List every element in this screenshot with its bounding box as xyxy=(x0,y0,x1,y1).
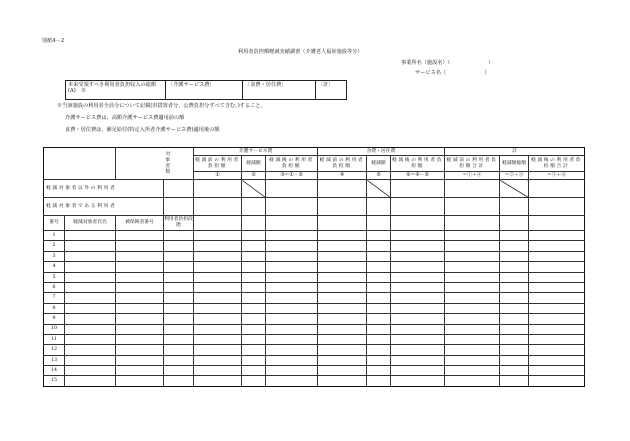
table-cell xyxy=(367,231,391,241)
target-row xyxy=(44,198,585,216)
table-cell xyxy=(266,231,318,241)
table-cell xyxy=(242,231,266,241)
table-cell xyxy=(116,293,164,303)
table-cell xyxy=(391,293,445,303)
table-cell xyxy=(194,231,242,241)
table-cell xyxy=(164,293,194,303)
table-cell xyxy=(367,262,391,272)
summary-total-label: 本来受領すべき利用者負担収入の総額 (A) ※ xyxy=(66,81,166,99)
table-cell xyxy=(445,293,500,303)
table-cell xyxy=(65,262,116,272)
table-cell xyxy=(318,251,367,261)
office-name-label: 事業所名（施設名）（ ） xyxy=(401,60,494,66)
table-cell xyxy=(242,303,266,313)
table-cell xyxy=(318,334,367,344)
table-cell xyxy=(164,355,194,365)
table-cell xyxy=(242,282,266,292)
table-cell xyxy=(266,282,318,292)
table-cell xyxy=(65,251,116,261)
table-cell xyxy=(65,282,116,292)
row-number: 14 xyxy=(44,366,65,376)
row-number: 10 xyxy=(44,324,65,334)
table-cell xyxy=(500,303,529,313)
table-cell xyxy=(318,303,367,313)
table-cell xyxy=(367,314,391,324)
table-cell xyxy=(65,272,116,282)
table-cell xyxy=(391,366,445,376)
summary-care-fee: 〔介護サービス費〕 xyxy=(166,81,243,99)
table-cell xyxy=(65,303,116,313)
care-reduction-header: 軽減額 xyxy=(242,156,266,172)
table-cell xyxy=(391,376,445,386)
non-target-row xyxy=(44,180,585,198)
total-reduction-header: 軽減額総額 xyxy=(500,156,529,172)
code-8: ＝②＋⑤ xyxy=(500,172,529,180)
row-number: 6 xyxy=(44,282,65,292)
table-cell xyxy=(500,334,529,344)
table-row xyxy=(44,314,585,324)
table-cell xyxy=(391,251,445,261)
table-cell xyxy=(318,231,367,241)
table-cell xyxy=(194,303,242,313)
table-cell xyxy=(391,324,445,334)
table-cell xyxy=(500,355,529,365)
table-cell xyxy=(116,303,164,313)
table-cell xyxy=(367,241,391,251)
table-cell xyxy=(164,251,194,261)
table-cell xyxy=(391,282,445,292)
table-cell xyxy=(242,324,266,334)
table-cell xyxy=(194,376,242,386)
table-cell xyxy=(318,282,367,292)
table-row xyxy=(44,231,585,241)
row-number: 13 xyxy=(44,355,65,365)
table-cell xyxy=(500,272,529,282)
table-cell xyxy=(164,231,194,241)
table-cell xyxy=(445,376,500,386)
table-cell xyxy=(445,355,500,365)
reduction-table xyxy=(43,147,585,387)
table-cell xyxy=(500,324,529,334)
table-cell xyxy=(266,251,318,261)
table-cell xyxy=(242,293,266,303)
table-cell xyxy=(318,262,367,272)
table-cell xyxy=(65,376,116,386)
table-cell xyxy=(242,366,266,376)
table-cell xyxy=(266,303,318,313)
non-target-label: 軽減対象者以外の利用者 xyxy=(44,180,164,198)
table-cell xyxy=(500,231,529,241)
table-cell xyxy=(194,334,242,344)
non-target-count xyxy=(164,180,194,198)
table-cell xyxy=(242,334,266,344)
table-cell xyxy=(529,355,585,365)
table-cell xyxy=(445,314,500,324)
table-row xyxy=(44,376,585,386)
code-1: ① xyxy=(194,172,242,180)
table-cell xyxy=(194,282,242,292)
detail-rows xyxy=(44,231,585,387)
table-cell xyxy=(445,345,500,355)
row-number: 9 xyxy=(44,314,65,324)
care-after-header: 軽減後の利用者負担額 xyxy=(266,156,318,172)
table-cell xyxy=(500,282,529,292)
table-cell xyxy=(529,324,585,334)
table-cell xyxy=(65,314,116,324)
table-cell xyxy=(500,241,529,251)
food-after-header: 軽減後の利用者負担額 xyxy=(391,156,445,172)
table-cell xyxy=(116,334,164,344)
table-row xyxy=(44,251,585,261)
group-total: 計 xyxy=(445,148,585,156)
header-group-row xyxy=(44,148,585,156)
table-cell xyxy=(266,366,318,376)
code-7: ＝①＋④ xyxy=(445,172,500,180)
diagonal-cell xyxy=(500,180,529,198)
table-cell xyxy=(266,241,318,251)
table-row xyxy=(44,303,585,313)
table-cell xyxy=(65,241,116,251)
table-cell xyxy=(500,345,529,355)
table-cell xyxy=(65,334,116,344)
table-row xyxy=(44,334,585,344)
table-cell xyxy=(194,314,242,324)
table-cell xyxy=(116,355,164,365)
table-cell xyxy=(164,334,194,344)
table-cell xyxy=(65,355,116,365)
table-row xyxy=(44,345,585,355)
table-cell xyxy=(164,241,194,251)
table-cell xyxy=(318,345,367,355)
group-care: 介護サービス費 xyxy=(194,148,318,156)
food-before-header: 軽減前の利用者負担額 xyxy=(318,156,367,172)
col-name-header: 軽減対象者氏名 xyxy=(65,216,116,231)
count-label: 対象者数 xyxy=(164,150,170,174)
table-cell xyxy=(116,231,164,241)
table-cell xyxy=(194,345,242,355)
table-cell xyxy=(391,231,445,241)
table-cell xyxy=(391,272,445,282)
table-cell xyxy=(318,241,367,251)
table-cell xyxy=(500,376,529,386)
table-cell xyxy=(116,251,164,261)
code-2: ② xyxy=(242,172,266,180)
table-cell xyxy=(266,345,318,355)
table-cell xyxy=(116,262,164,272)
table-cell xyxy=(242,262,266,272)
table-cell xyxy=(500,262,529,272)
table-row xyxy=(44,324,585,334)
table-cell xyxy=(391,334,445,344)
table-cell xyxy=(164,303,194,313)
table-cell xyxy=(65,345,116,355)
table-cell xyxy=(529,376,585,386)
table-cell xyxy=(266,324,318,334)
food-reduction-header: 軽減額 xyxy=(367,156,391,172)
row-number: 3 xyxy=(44,251,65,261)
col-insured-header: 被保険者番号 xyxy=(116,216,164,231)
table-cell xyxy=(500,366,529,376)
table-cell xyxy=(529,272,585,282)
service-name-label: サービス名（ ） xyxy=(415,70,490,76)
table-cell xyxy=(116,324,164,334)
code-9: ＝③＋⑥ xyxy=(529,172,585,180)
table-cell xyxy=(445,303,500,313)
table-cell xyxy=(164,366,194,376)
table-cell xyxy=(116,241,164,251)
table-cell xyxy=(116,345,164,355)
table-cell xyxy=(367,334,391,344)
table-cell xyxy=(367,282,391,292)
table-cell xyxy=(116,366,164,376)
table-cell xyxy=(445,366,500,376)
table-cell xyxy=(529,231,585,241)
total-before-header: 軽減前の利用者負担額合計 xyxy=(445,156,500,172)
row-number: 2 xyxy=(44,241,65,251)
form-number: 別紙4－2 xyxy=(42,38,65,44)
code-6: ⑥＝④－⑤ xyxy=(391,172,445,180)
row-number: 1 xyxy=(44,231,65,241)
table-cell xyxy=(367,272,391,282)
table-cell xyxy=(529,241,585,251)
group-food: 食費・居住費 xyxy=(318,148,445,156)
table-cell xyxy=(242,355,266,365)
table-cell xyxy=(266,355,318,365)
header-blank xyxy=(44,148,116,180)
table-cell xyxy=(242,345,266,355)
table-cell xyxy=(391,262,445,272)
table-cell xyxy=(194,262,242,272)
table-cell xyxy=(116,314,164,324)
table-row xyxy=(44,355,585,365)
note-2: 介護サービス費は，高額介護サービス費適用前の額 xyxy=(65,115,185,121)
table-cell xyxy=(318,324,367,334)
code-4: ④ xyxy=(318,172,367,180)
table-cell xyxy=(500,293,529,303)
table-cell xyxy=(367,355,391,365)
table-cell xyxy=(529,345,585,355)
table-cell xyxy=(445,282,500,292)
target-label: 軽減対象者である利用者 xyxy=(44,198,164,216)
row-number: 15 xyxy=(44,376,65,386)
table-cell xyxy=(194,251,242,261)
table-cell xyxy=(445,251,500,261)
table-row xyxy=(44,241,585,251)
col-stage-header: 利用者負担段階 xyxy=(164,216,194,231)
row-number: 12 xyxy=(44,345,65,355)
table-cell xyxy=(529,366,585,376)
detail-header-row xyxy=(44,216,585,231)
table-cell xyxy=(529,334,585,344)
note-3: 食費・居住費は，補足給付(特定入所者介護サービス費)適用後の額 xyxy=(65,127,220,133)
table-cell xyxy=(266,293,318,303)
table-cell xyxy=(445,241,500,251)
table-cell xyxy=(65,324,116,334)
table-cell xyxy=(367,293,391,303)
table-cell xyxy=(116,272,164,282)
table-cell xyxy=(242,251,266,261)
target-count xyxy=(164,198,194,216)
table-row xyxy=(44,262,585,272)
row-number: 5 xyxy=(44,272,65,282)
table-cell xyxy=(266,376,318,386)
table-cell xyxy=(529,293,585,303)
row-number: 7 xyxy=(44,293,65,303)
table-cell xyxy=(318,366,367,376)
table-cell xyxy=(116,282,164,292)
table-cell xyxy=(242,314,266,324)
table-cell xyxy=(367,251,391,261)
table-cell xyxy=(164,324,194,334)
table-row xyxy=(44,272,585,282)
diagonal-cell xyxy=(242,180,266,198)
table-cell xyxy=(529,251,585,261)
table-cell xyxy=(367,345,391,355)
table-cell xyxy=(65,366,116,376)
diagonal-cell xyxy=(367,180,391,198)
table-cell xyxy=(500,314,529,324)
table-cell xyxy=(500,251,529,261)
table-cell xyxy=(318,293,367,303)
row-number: 11 xyxy=(44,334,65,344)
table-cell xyxy=(367,303,391,313)
table-cell xyxy=(242,376,266,386)
table-cell xyxy=(445,272,500,282)
table-cell xyxy=(164,282,194,292)
table-cell xyxy=(318,355,367,365)
header-count-cell xyxy=(116,148,194,180)
table-cell xyxy=(266,334,318,344)
code-5: ⑤ xyxy=(367,172,391,180)
row-number: 8 xyxy=(44,303,65,313)
table-cell xyxy=(367,324,391,334)
table-cell xyxy=(391,314,445,324)
table-cell xyxy=(164,262,194,272)
table-cell xyxy=(242,241,266,251)
table-cell xyxy=(164,314,194,324)
table-cell xyxy=(164,272,194,282)
table-cell xyxy=(391,241,445,251)
summary-total: 〔計〕 xyxy=(318,82,334,88)
table-cell xyxy=(391,355,445,365)
table-cell xyxy=(367,376,391,386)
table-cell xyxy=(65,231,116,241)
note-1: ※当該施設の利用者全員分について記載(旧措置者分，公費負担分すべて含む。)すること。 xyxy=(57,103,266,109)
table-cell xyxy=(194,366,242,376)
table-cell xyxy=(445,324,500,334)
row-number: 4 xyxy=(44,262,65,272)
table-cell xyxy=(529,262,585,272)
table-cell xyxy=(194,355,242,365)
table-cell xyxy=(242,272,266,282)
table-row xyxy=(44,366,585,376)
summary-food-fee: 〔食費・居住費〕 xyxy=(243,81,316,99)
table-cell xyxy=(529,314,585,324)
table-cell xyxy=(116,376,164,386)
table-cell xyxy=(194,324,242,334)
table-cell xyxy=(391,345,445,355)
table-cell xyxy=(194,293,242,303)
table-cell xyxy=(445,262,500,272)
table-cell xyxy=(65,293,116,303)
code-3: ③＝①－② xyxy=(266,172,318,180)
summary-box xyxy=(65,80,347,100)
table-cell xyxy=(266,314,318,324)
table-cell xyxy=(367,366,391,376)
table-cell xyxy=(529,303,585,313)
table-cell xyxy=(164,345,194,355)
col-number-header: 番号 xyxy=(44,216,65,231)
table-cell xyxy=(445,231,500,241)
table-cell xyxy=(445,334,500,344)
table-cell xyxy=(164,376,194,386)
table-cell xyxy=(318,314,367,324)
table-cell xyxy=(194,272,242,282)
table-cell xyxy=(194,241,242,251)
table-cell xyxy=(266,262,318,272)
table-cell xyxy=(318,376,367,386)
table-row xyxy=(44,282,585,292)
table-row xyxy=(44,293,585,303)
table-cell xyxy=(266,272,318,282)
table-cell xyxy=(529,282,585,292)
table-cell xyxy=(391,303,445,313)
care-before-header: 軽減前の利用者負担額 xyxy=(194,156,242,172)
document-title: 利用者負担額軽減実績調書（介護老人福祉施設等分） xyxy=(238,49,363,55)
total-after-header: 軽減後の利用者負担額合計 xyxy=(529,156,585,172)
table-cell xyxy=(318,272,367,282)
